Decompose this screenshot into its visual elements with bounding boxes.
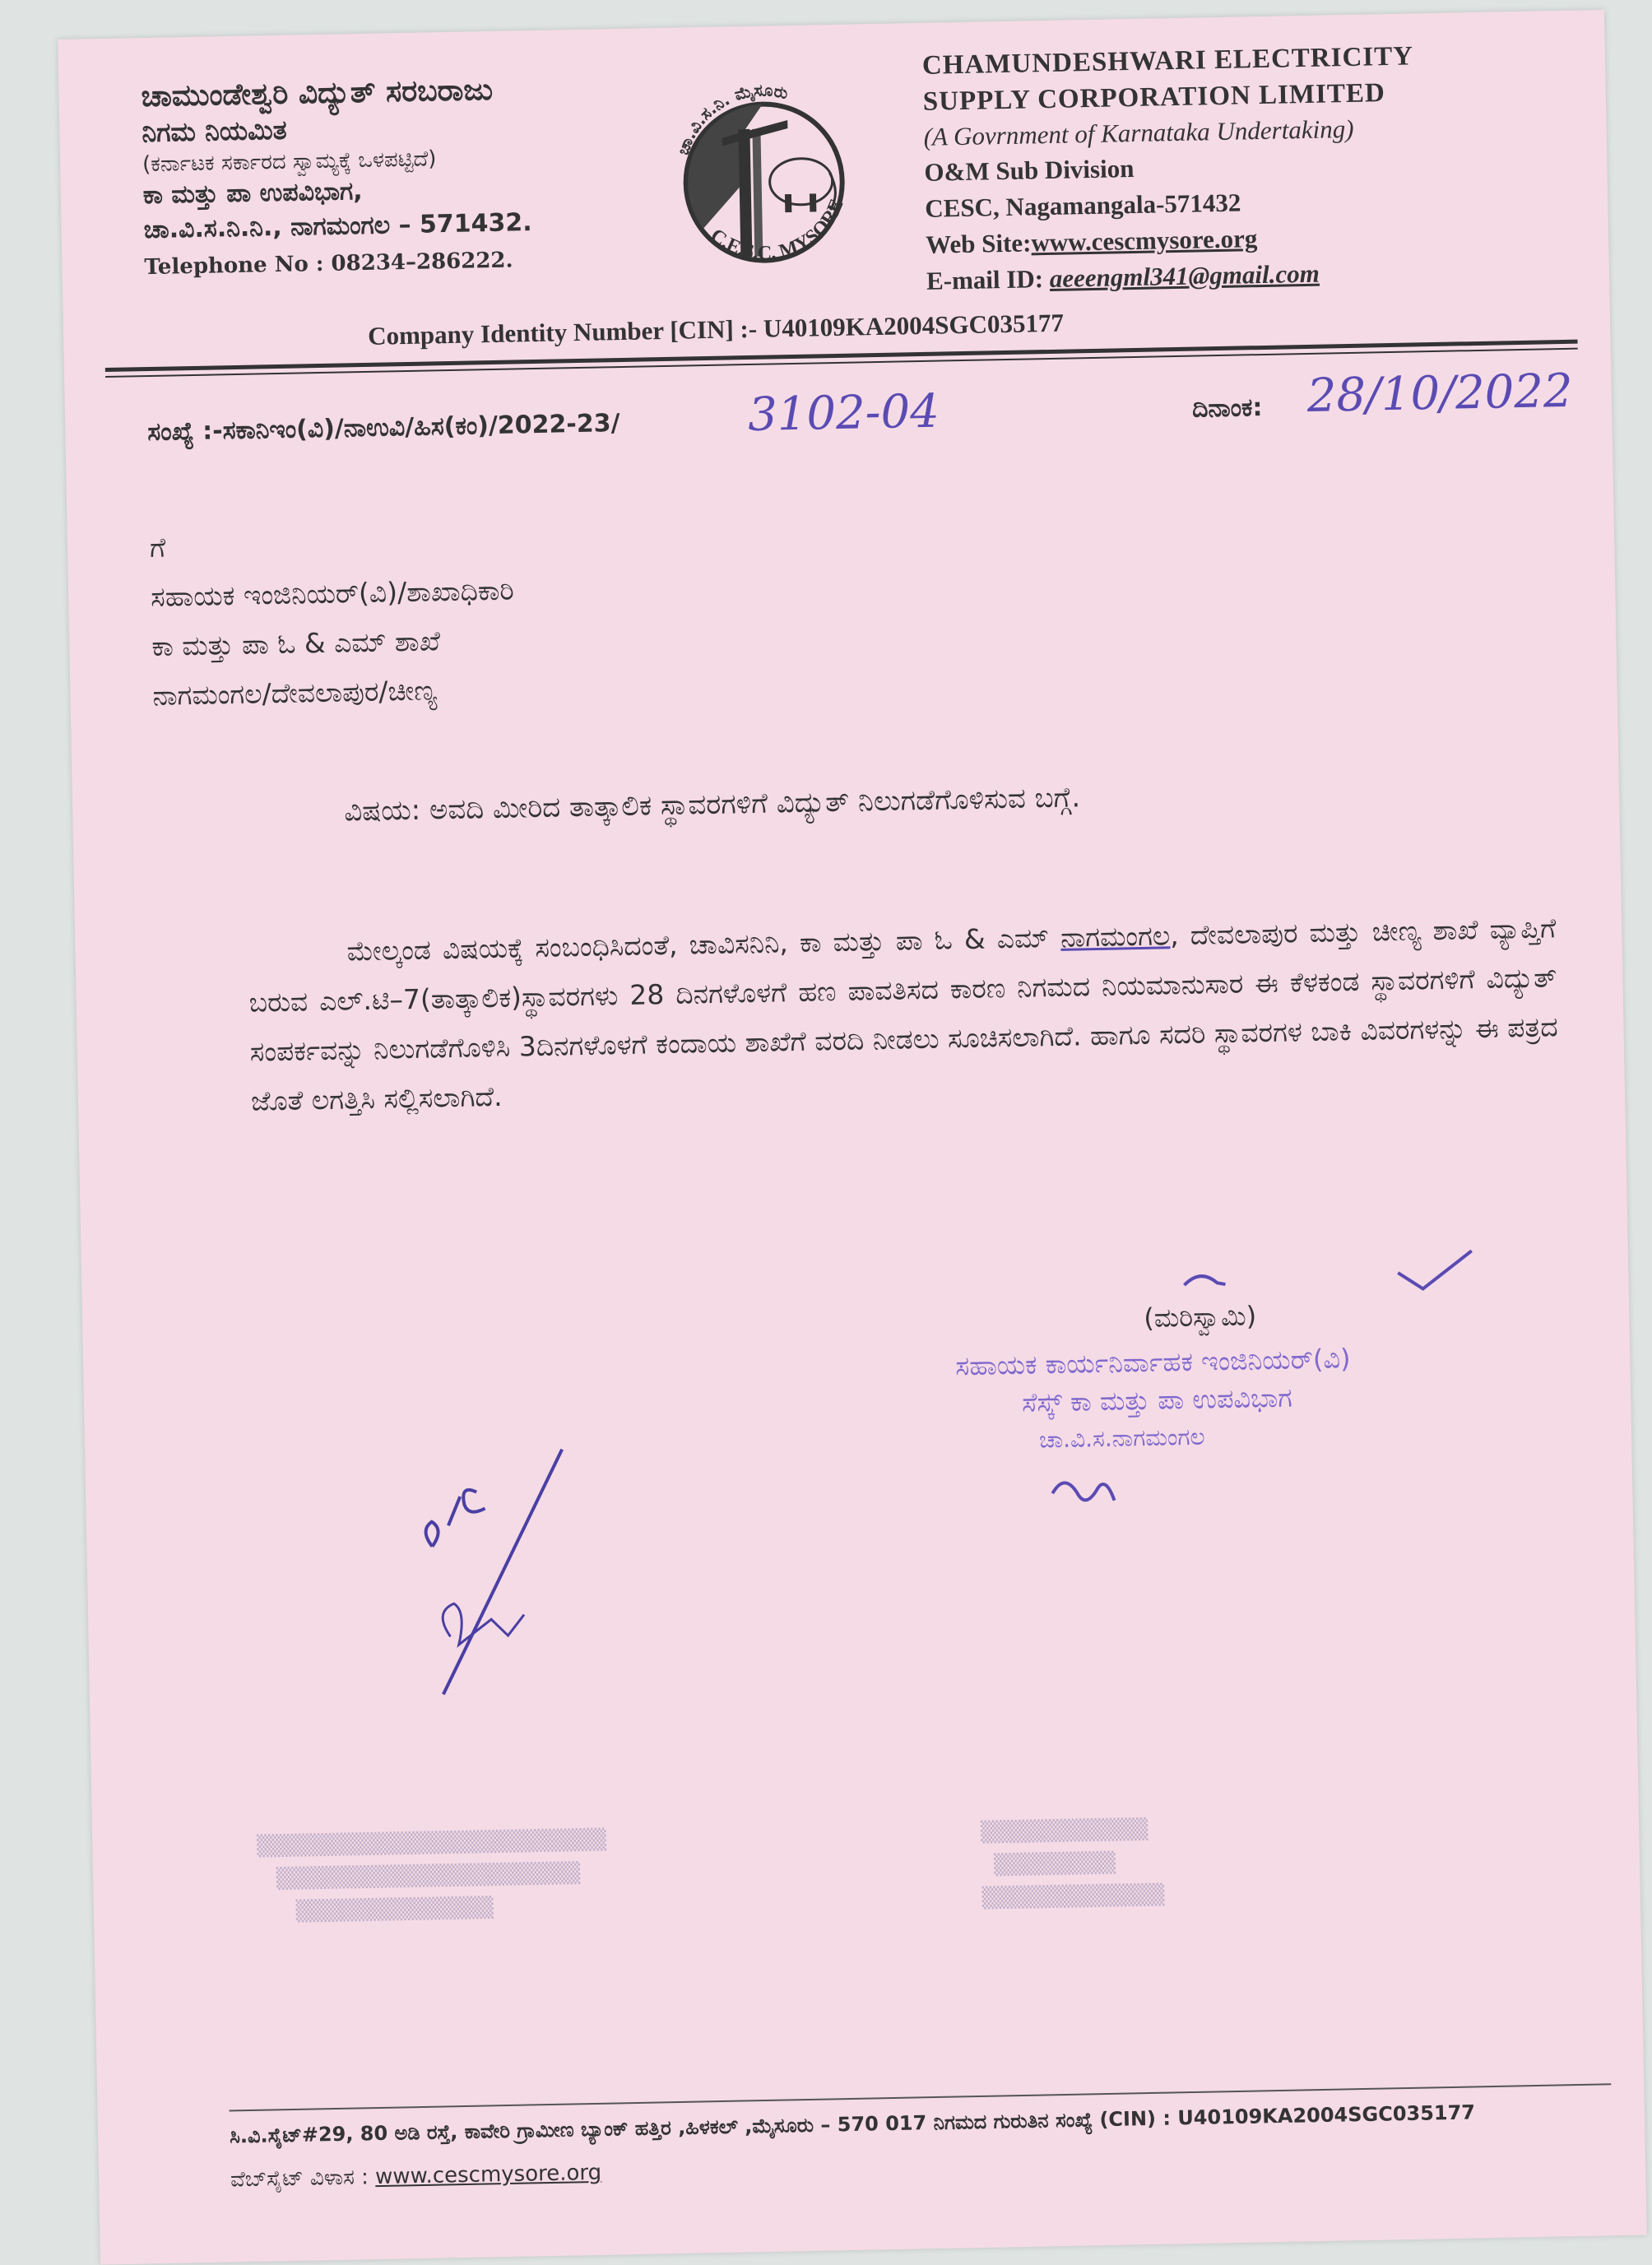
telephone: Telephone No : 08234–286222. — [144, 248, 513, 281]
kn-address: ಚಾ.ವಿ.ಸ.ನಿ.ನಿ., ನಾಗಮಂಗಲ – 571432. — [143, 208, 532, 245]
en-gov-note: (A Govrnment of Karnataka Undertaking) — [923, 114, 1354, 151]
kn-org-suffix: ನಿಗಮ ನಿಯಮಿತ — [141, 114, 287, 149]
kn-org-name: ಚಾಮುಂಡೇಶ್ವರಿ ವಿದ್ಯುತ್ ಸರಬರಾಜು — [141, 72, 494, 114]
signatory-name: (ಮರಿಸ್ವಾಮಿ) — [1143, 1300, 1257, 1334]
kn-gov-note: (ಕರ್ನಾಟಕ ಸರ್ಕಾರದ ಸ್ವಾಮ್ಯಕ್ಕೆ ಒಳಪಟ್ಟಿದೆ) — [142, 146, 437, 178]
stamp-office: ಸೆಸ್ಕ್ ಕಾ ಮತ್ತು ಪಾ ಉಪವಿಭಾಗ — [1021, 1381, 1292, 1418]
kn-division: ಕಾ ಮತ್ತು ಪಾ ಉಪವಿಭಾಗ, — [142, 176, 363, 211]
reference-row — [147, 364, 1596, 466]
faded-bleedthrough-right: ▒▒▒▒▒▒▒▒▒▒▒ ▒▒▒▒▒▒▒▒ ▒▒▒▒▒▒▒▒▒▒▒▒ — [980, 1817, 1165, 1910]
office-stamp — [955, 1336, 1550, 1461]
email-label: E-mail ID: — [926, 263, 1051, 295]
en-address: CESC, Nagamangala-571432 — [924, 188, 1241, 223]
addressee-block — [149, 517, 516, 721]
reference-number-handwritten: 3102-04 — [747, 384, 940, 443]
reference-label: ಸಂಖ್ಯೆ :-ಸಕಾನಿಇಂ(ವಿ)/ನಾಉವಿ/ಹಿಸ(ಕಂ)/2022-23/ — [147, 409, 620, 448]
en-org-line2: SUPPLY CORPORATION LIMITED — [922, 78, 1386, 117]
body-part2: , ದೇವಲಾಪುರ ಮತ್ತು ಚೀಣ್ಯ ಶಾಖೆ ವ್ಯಾಪ್ತಿಗೆ ಬರುವ ಎಲ್.ಟಿ–7(ತಾತ್ಕಾಲಿಕ)ಸ್ಥಾವರಗಳು 28 ದಿನಗಳೊಳಗೆ ಹಣ ಪಾವತಿಸದ ಕಾರಣ ನಿಗಮದ ನಿಯಮಾನುಸಾರ ಈ ಕೆಳಕಂಡ ಸ್ಥಾವರಗಳಿಗೆ ವಿದ್ಯುತ್ ಸಂಪರ್ಕವನ್ನು ನಿಲುಗಡೆಗೊಳಿಸಿ 3ದಿನಗಳೊಳಗೆ ಕಂದಾಯ ಶಾಖೆಗೆ ವರದಿ ನೀಡಲು ಸೂಚಿಸಲಾಗಿದೆ. ಹಾಗೂ ಸದರಿ ಸ್ಥಾವರಗಳ ಬಾಕಿ ವಿವರಗಳನ್ನು ಈ ಪತ್ರದ ಜೊತೆ ಲಗತ್ತಿಸಿ ಸಲ್ಲಿಸಲಾಗಿದೆ. — [248, 912, 1558, 1117]
cin-line: Company Identity Number [CIN] :- U40109KA2004SGC035177 — [367, 308, 1065, 350]
svg-text:C.E.S.C, MYSORE: C.E.S.C, MYSORE — [706, 196, 848, 264]
svg-text:ಚಾ.ವಿ.ಸ.ನಿ. ಮೈಸೂರು: ಚಾ.ವಿ.ಸ.ನಿ. ಮೈಸೂರು — [672, 80, 791, 158]
stamp-place: ಚಾ.ವಿ.ಸ.ನಾಗಮಂಗಲ — [1038, 1423, 1205, 1454]
website-label: Web Site: — [925, 228, 1032, 259]
addressee-places: ನಾಗಮಂಗಲ/ದೇವಲಾಪುರ/ಚೀಣ್ಯ — [152, 674, 438, 712]
letter-page — [58, 10, 1647, 2265]
date-handwritten: 28/10/2022 — [1306, 364, 1574, 423]
stamp-designation: ಸಹಾಯಕ ಕಾರ್ಯನಿರ್ವಾಹಕ ಇಂಜಿನಿಯರ್(ವಿ) — [954, 1343, 1351, 1382]
english-letterhead — [922, 35, 1552, 299]
body-underlined: ನಾಗಮಂಗಲ — [1060, 919, 1171, 954]
body-part1: ಮೇಲ್ಕಂಡ ವಿಷಯಕ್ಕೆ ಸಂಬಂಧಿಸಿದಂತೆ, ಚಾವಿಸನಿನಿ, ಕಾ ಮತ್ತು ಪಾ ಓ & ಎಮ್ — [346, 921, 1061, 968]
email-link[interactable]: aeeengml341@gmail.com — [1049, 258, 1320, 293]
stamp-initials — [1048, 1467, 1148, 1518]
footer-web-label: ವೆಬ್‌ಸೈಟ್ ವಿಳಾಸ : — [230, 2165, 369, 2193]
addressee-branch: ಕಾ ಮತ್ತು ಪಾ ಓ & ಎಮ್ ಶಾಖೆ — [151, 624, 441, 662]
footer-address: ಸಿ.ವಿ.ಸೈಟ್#29, 80 ಅಡಿ ರಸ್ತೆ, ಕಾವೇರಿ ಗ್ರಾಮೀಣ ಬ್ಯಾಂಕ್ ಹತ್ತಿರ ,ಹಿಳಕಲ್ ,ಮೈಸೂರು – 570 017 ನಿಗಮದ ಗುರುತಿನ ಸಂಖ್ಯೆ (CIN) : U40109KA2004SGC035177 — [229, 2100, 1476, 2148]
date-label: ದಿನಾಂಕ: — [1191, 393, 1263, 424]
cesc-logo — [651, 57, 878, 308]
footer-web-link[interactable]: www.cescmysore.org — [374, 2160, 602, 2190]
kannada-letterhead — [141, 68, 688, 280]
margin-annotation — [414, 1445, 583, 1711]
faded-bleedthrough-left: ▒▒▒▒▒▒▒▒▒▒▒▒▒▒▒▒▒▒▒▒▒▒▒ ▒▒▒▒▒▒▒▒▒▒▒▒▒▒▒▒▒▒▒▒ ▒▒▒▒▒▒▒▒▒▒▒▒▒ — [257, 1827, 607, 1924]
en-division: O&M Sub Division — [924, 153, 1135, 187]
en-org-line1: CHAMUNDESHWARI ELECTRICITY — [921, 41, 1414, 81]
letter-body — [248, 903, 1559, 1126]
website-link[interactable]: www.cescmysore.org — [1031, 224, 1258, 258]
subject-line: ವಿಷಯ: ಅವದಿ ಮೀರಿದ ತಾತ್ಕಾಲಿಕ ಸ್ಥಾವರಗಳಿಗೆ ವಿದ್ಯುತ್ ನಿಲುಗಡೆಗೊಳಿಸುವ ಬಗ್ಗೆ. — [343, 781, 1081, 828]
addressee-to: ಗೆ — [149, 531, 166, 564]
addressee-designation: ಸಹಾಯಕ ಇಂಜಿನಿಯರ್(ವಿ)/ಶಾಖಾಧಿಕಾರಿ — [150, 573, 515, 613]
footer-website — [230, 2161, 602, 2193]
header-rule — [105, 340, 1578, 372]
